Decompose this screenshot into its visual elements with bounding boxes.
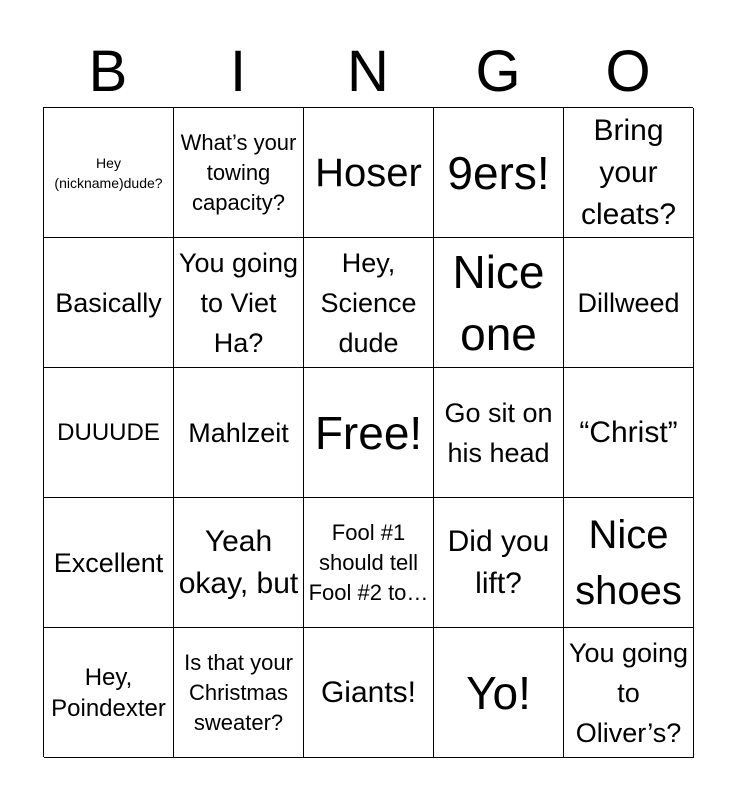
header-letter-o: O xyxy=(605,39,651,104)
bingo-cell[interactable] xyxy=(434,108,564,238)
header-letter-i: I xyxy=(229,39,247,104)
bingo-cell[interactable] xyxy=(44,368,174,498)
cell-text: Yo! xyxy=(466,666,531,719)
cell-text: You going to Oliver’s? xyxy=(568,637,689,748)
bingo-cell[interactable] xyxy=(44,238,174,368)
bingo-cell[interactable] xyxy=(304,368,434,498)
cell-text: Bring your cleats? xyxy=(580,113,677,231)
bingo-board xyxy=(43,107,693,757)
cell-text: Go sit on his head xyxy=(444,397,553,468)
cell-text: Is that your Christmas sweater? xyxy=(184,649,293,735)
bingo-cell[interactable] xyxy=(304,238,434,368)
cell-text: Free! xyxy=(314,406,423,459)
cell-text: Hey, Poindexter xyxy=(51,663,166,722)
header-letter-b: B xyxy=(88,39,128,104)
cell-text: “Christ” xyxy=(579,415,678,449)
bingo-cell[interactable] xyxy=(564,108,694,238)
bingo-cell[interactable] xyxy=(564,498,694,628)
bingo-cell[interactable] xyxy=(304,628,434,758)
bingo-cell[interactable] xyxy=(564,238,694,368)
cell-text: Giants! xyxy=(320,675,417,709)
bingo-cell[interactable] xyxy=(44,628,174,758)
cell-text: You going to Viet Ha? xyxy=(178,247,299,358)
bingo-cell[interactable] xyxy=(174,498,304,628)
bingo-cell[interactable] xyxy=(434,628,564,758)
cell-text: What’s your towing capacity? xyxy=(180,129,297,215)
bingo-cell[interactable] xyxy=(564,628,694,758)
cell-text: Mahlzeit xyxy=(188,417,289,448)
cell-text: Fool #1 should tell Fool #2 to… xyxy=(308,519,429,605)
bingo-cell[interactable] xyxy=(44,108,174,238)
bingo-cell[interactable] xyxy=(174,628,304,758)
bingo-cell[interactable] xyxy=(434,238,564,368)
cell-text: Did you lift? xyxy=(447,524,550,600)
bingo-cell[interactable] xyxy=(174,108,304,238)
bingo-cell[interactable] xyxy=(44,498,174,628)
bingo-cell[interactable] xyxy=(434,368,564,498)
cell-text: Hey (nickname)dude? xyxy=(54,154,163,191)
cell-text: 9ers! xyxy=(447,146,550,199)
bingo-cell[interactable] xyxy=(434,498,564,628)
bingo-cell[interactable] xyxy=(564,368,694,498)
cell-text: Nice shoes xyxy=(575,512,682,613)
bingo-header xyxy=(43,36,693,108)
header-letter-n: N xyxy=(347,39,389,104)
bingo-cell[interactable] xyxy=(174,368,304,498)
bingo-cell[interactable] xyxy=(174,238,304,368)
cell-text: Hoser xyxy=(315,150,422,195)
cell-text: DUUUDE xyxy=(57,419,160,446)
cell-text: Hey, Science dude xyxy=(320,247,417,358)
bingo-cell[interactable] xyxy=(304,498,434,628)
cell-text: Yeah okay, but xyxy=(178,524,299,600)
cell-text: Excellent xyxy=(53,547,164,578)
cell-text: Dillweed xyxy=(577,287,680,318)
bingo-cell[interactable] xyxy=(304,108,434,238)
cell-text: Basically xyxy=(55,287,162,318)
header-letter-g: G xyxy=(475,39,521,104)
cell-text: Nice one xyxy=(452,245,545,360)
